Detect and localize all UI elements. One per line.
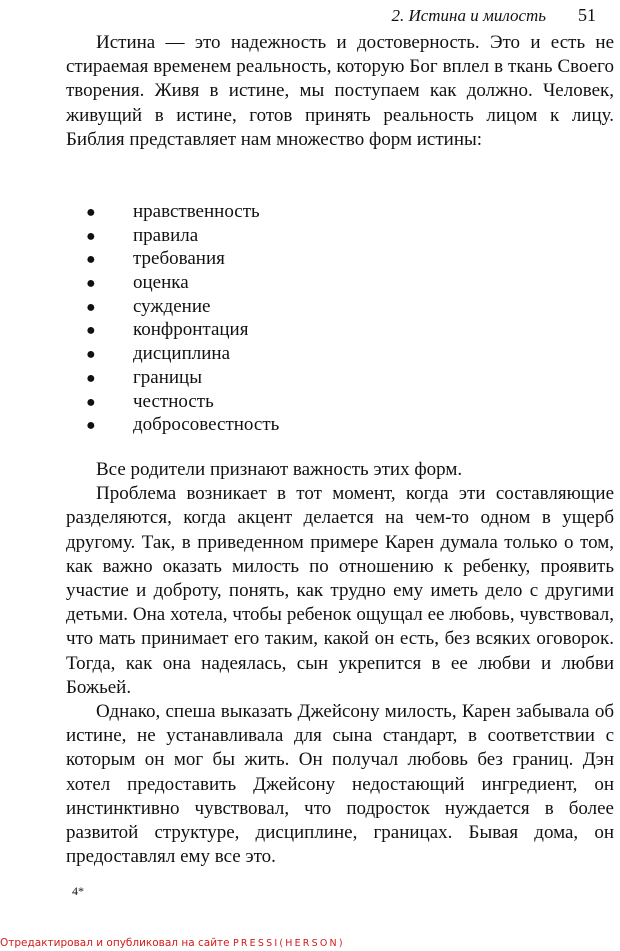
forms-of-truth-list [86, 200, 279, 437]
bullet-icon: ● [86, 204, 96, 221]
paragraph-problem: Проблема возникает в тот момент, когда эти составляющие разделяются, когда акцент делается на чем-то одном в ущерб другому. Так, в приведенном примере Карен думала только о том, как важно оказать милость по отношению к ребенку, проявить участие и доброту, понять, как трудно ему иметь дело с другими детьми. Она хотела, чтобы ребенок ощущал ее любовь, чувствовал, что мать принимает его таким, какой он есть, без всяких оговорок. Тогда, как она надеялась, сын укрепится в ее любви и любви Божьей. [66, 483, 614, 698]
signature-mark: 4* [72, 884, 84, 898]
intro-paragraph: Истина — это надежность и достоверность. Это и есть не стираемая временем реальность, которую Бог вплел в ткань Своего творения. Живя в истине, мы поступаем как должно. Человек, живущий в истине, готов принять реальность лицом к лицу. Библия представляет нам множество форм истины: [66, 32, 614, 150]
bullet-icon: ● [86, 251, 96, 269]
list-item [86, 200, 279, 224]
bullet-icon: ● [86, 275, 96, 293]
list-item [86, 413, 279, 437]
body-text [66, 458, 614, 869]
list-item [86, 247, 279, 271]
list-item-label: честность [133, 390, 214, 412]
list-item [86, 295, 279, 319]
list-item-label: дисциплина [133, 343, 231, 365]
paragraph-example: Однако, спеша выказать Джейсону милость, Карен забывала об истине, не устанавливала для сына стандарт, в соответствии с которым он мог бы жить. Он получал любовь без границ. Дэн хотел предоставить Джейсону недостающий ингредиент, он инстинктивно чувствовал, что подросток нуждается в более развитой структуре, дисциплине, границах. Бывая дома, он предоставлял ему все это. [66, 701, 614, 868]
list-item-label: нравственность [133, 201, 260, 222]
running-title: 2. Истина и милость [391, 6, 546, 25]
watermark-site: PRESSI(HERSON) [232, 938, 345, 949]
bullet-icon: ● [86, 393, 96, 411]
page-number: 51 [578, 5, 596, 25]
list-item [86, 224, 279, 248]
bullet-icon: ● [86, 417, 96, 435]
watermark-text: Отредактировал и опубликовал на сайте [0, 937, 230, 949]
paragraph-summary: Все родители признают важность этих форм. [96, 459, 463, 480]
intro-block [66, 31, 614, 152]
list-item-label: границы [133, 366, 202, 388]
list-item [86, 366, 279, 390]
list-item [86, 318, 279, 342]
list-item-label: суждение [133, 295, 211, 317]
list-item-label: добросовестность [133, 414, 280, 436]
list-item-label: конфронтация [133, 319, 249, 341]
running-head [0, 4, 620, 26]
bullet-icon: ● [86, 227, 96, 245]
bullet-icon: ● [86, 322, 96, 340]
list-item [86, 342, 279, 366]
list-item [86, 271, 279, 295]
list-item [86, 390, 279, 414]
bullet-icon: ● [86, 369, 96, 387]
list-item-label: правила [133, 224, 199, 246]
watermark [0, 937, 345, 949]
list-item-label: оценка [133, 272, 189, 294]
list-item-label: требования [133, 248, 225, 270]
bullet-icon: ● [86, 346, 96, 364]
bullet-icon: ● [86, 298, 96, 316]
